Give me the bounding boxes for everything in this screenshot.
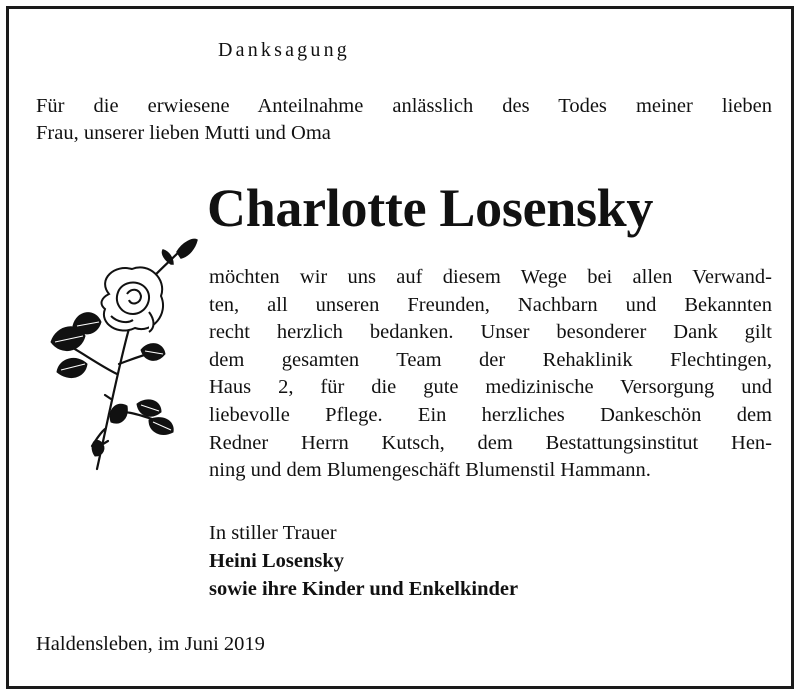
obituary-card xyxy=(6,6,794,689)
thanks-line: möchten wir uns auf diesem Wege bei allen Verwand- xyxy=(209,266,772,288)
thanks-line: ten, all unseren Freunden, Nachbarn und Bekannten xyxy=(209,293,772,316)
heading: Danksagung xyxy=(218,39,350,61)
signature-family: sowie ihre Kinder und Enkelkinder xyxy=(209,578,519,600)
mourning-text: In stiller Trauer xyxy=(209,522,337,544)
thanks-line: ning und dem Blumengeschäft Blumenstil Hammann. xyxy=(209,459,651,482)
thanks-line: liebevolle Pflege. Ein herzliches Dankeschön dem xyxy=(209,403,772,426)
place-date: Haldensleben, im Juni 2019 xyxy=(36,633,265,655)
thanks-line: Redner Herrn Kutsch, dem Bestattungsinstitut Hen- xyxy=(209,431,772,454)
thanks-line: recht herzlich bedanken. Unser besonderer Dank gilt xyxy=(209,321,772,344)
signature-name: Heini Losensky xyxy=(209,550,344,572)
thanks-text xyxy=(209,264,772,485)
deceased-name: Charlotte Losensky xyxy=(207,178,654,238)
intro-line-1: Für die erwiesene Anteilnahme anlässlich des Todes meiner lieben xyxy=(36,95,772,117)
thanks-line: Haus 2, für die gute medizinische Versorgung und xyxy=(209,376,772,399)
signature-block xyxy=(209,519,518,603)
thanks-line: dem gesamten Team der Rehaklinik Flechtingen, xyxy=(209,348,772,371)
intro-line-2: Frau, unserer lieben Mutti und Oma xyxy=(36,122,331,144)
rose-icon xyxy=(37,224,207,484)
intro-text xyxy=(36,93,772,147)
